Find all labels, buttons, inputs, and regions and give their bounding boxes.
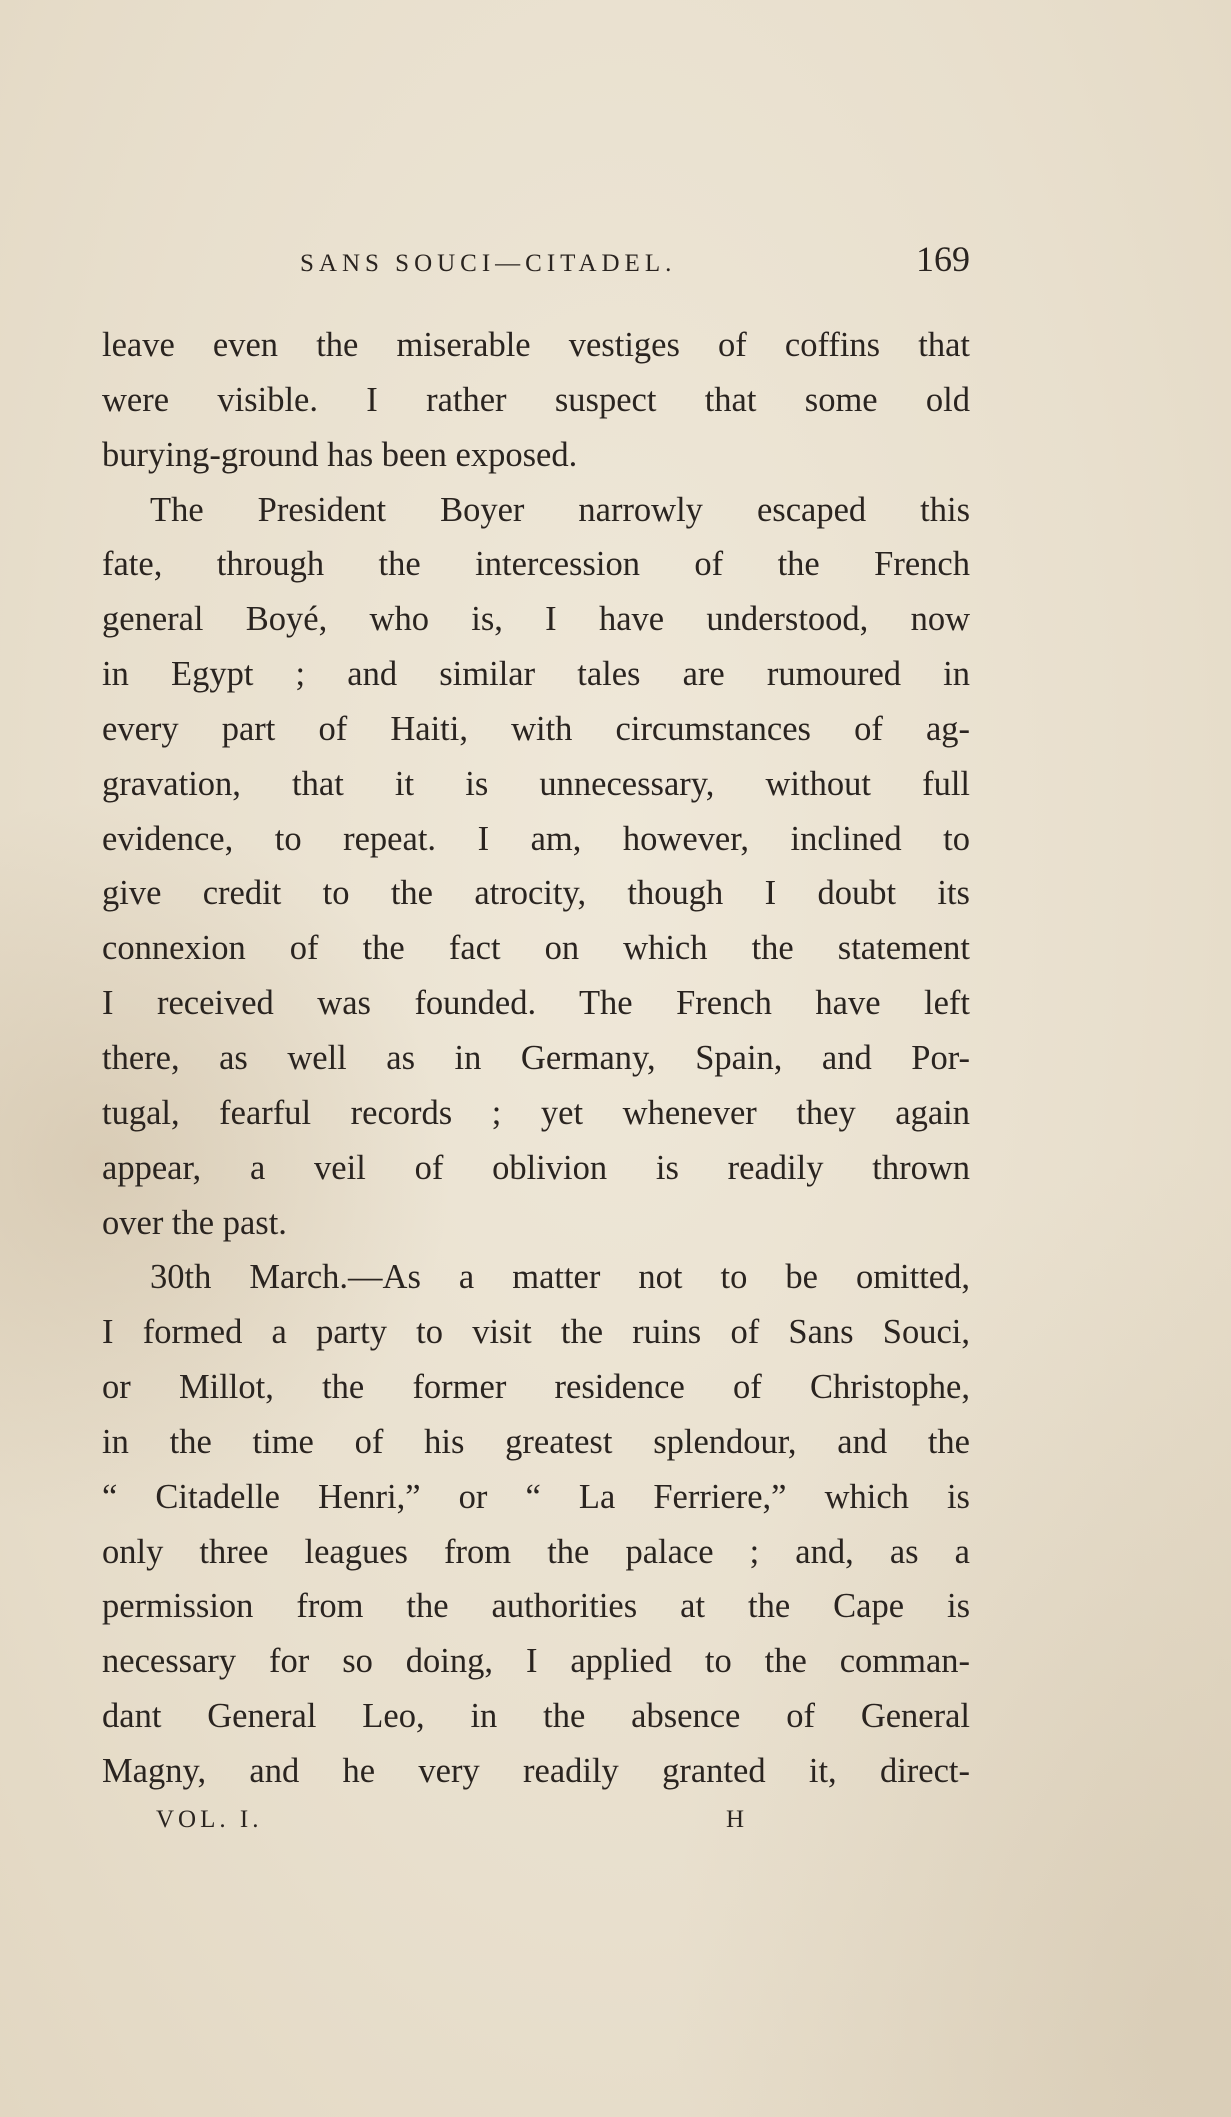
text-line: every part of Haiti, with circumstances of ag- xyxy=(102,709,970,748)
text-line: The President Boyer narrowly escaped this xyxy=(150,490,970,529)
text-line: only three leagues from the palace ; and, as a xyxy=(102,1532,970,1571)
text-line: give credit to the atrocity, though I doubt its xyxy=(102,874,970,913)
text-line: fate, through the intercession of the French xyxy=(102,545,970,584)
text-line: there, as well as in Germany, Spain, and Por- xyxy=(102,1038,970,1077)
page-footer xyxy=(102,1806,970,1846)
text-line: I formed a party to visit the ruins of Sans Souci, xyxy=(102,1313,970,1352)
running-title: SANS SOUCI—CITADEL. xyxy=(300,250,677,277)
text-line: general Boyé, who is, I have understood, now xyxy=(102,600,970,639)
text-line: tugal, fearful records ; yet whenever they again xyxy=(102,1093,970,1132)
text-line: over the past. xyxy=(102,1203,287,1242)
text-line: necessary for so doing, I applied to the comman- xyxy=(102,1642,970,1681)
text-line: burying-ground has been exposed. xyxy=(102,435,578,474)
volume-label: VOL. I. xyxy=(156,1806,263,1833)
running-header xyxy=(102,238,970,288)
text-line: evidence, to repeat. I am, however, inclined to xyxy=(102,819,970,858)
text-line: leave even the miserable vestiges of coffins that xyxy=(102,326,970,364)
text-line: gravation, that it is unnecessary, without full xyxy=(102,764,970,803)
text-line: “ Citadelle Henri,” or “ La Ferriere,” which is xyxy=(102,1477,970,1516)
text-line: or Millot, the former residence of Christophe, xyxy=(102,1368,970,1407)
text-line: permission from the authorities at the Cape is xyxy=(102,1587,970,1626)
text-line: I received was founded. The French have left xyxy=(102,984,970,1023)
text-line: connexion of the fact on which the statement xyxy=(102,929,970,968)
text-line: dant General Leo, in the absence of General xyxy=(102,1697,970,1736)
text-line: 30th March.—As a matter not to be omitted, xyxy=(150,1258,970,1297)
text-line: appear, a veil of oblivion is readily thrown xyxy=(102,1148,970,1187)
signature-mark: H xyxy=(726,1806,745,1833)
body-text xyxy=(102,318,970,1799)
text-line: Magny, and he very readily granted it, direct- xyxy=(102,1751,970,1790)
text-line: in the time of his greatest splendour, and the xyxy=(102,1422,970,1461)
page-number: 169 xyxy=(916,239,970,279)
text-line: were visible. I rather suspect that some old xyxy=(102,380,970,419)
text-line: in Egypt ; and similar tales are rumoured in xyxy=(102,655,970,694)
